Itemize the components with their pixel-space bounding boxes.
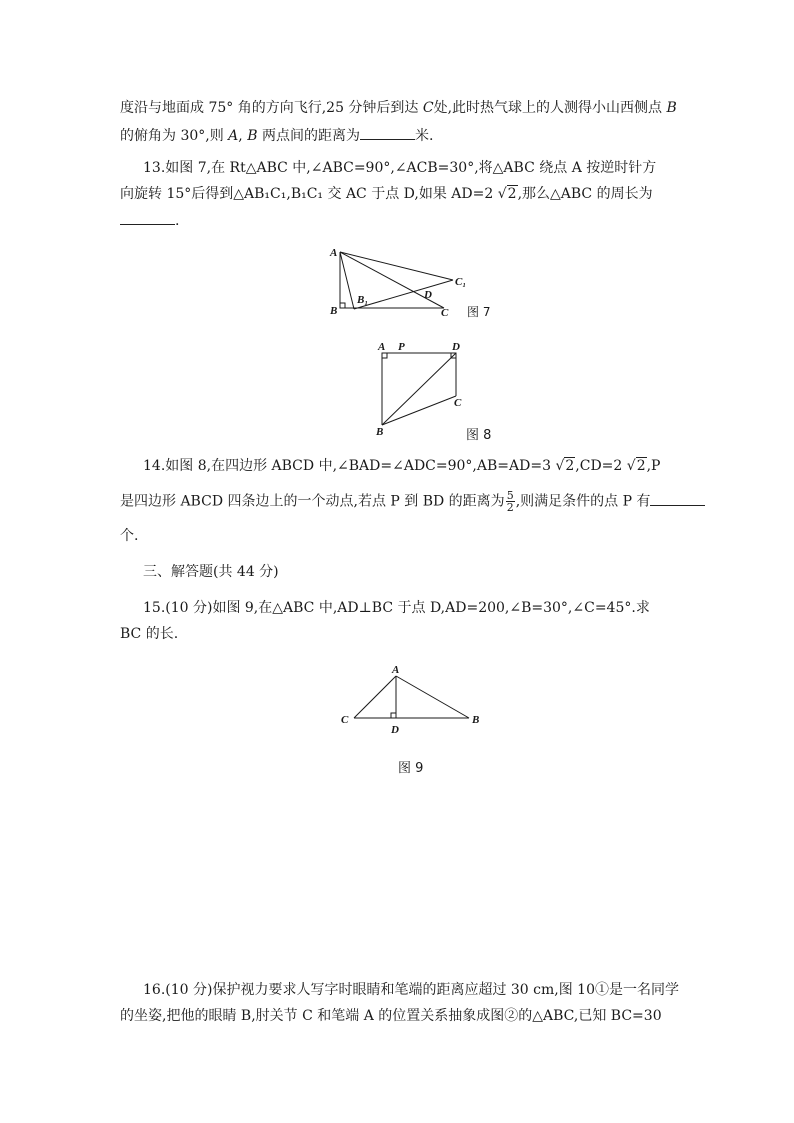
fig9-label-C: C [341, 714, 349, 726]
q14-line2: 是四边形 ABCD 四条边上的一个动点,若点 P 到 BD 的距离为 $\frac{5}{2}$ ,则满足条件的点 P 有 [120, 490, 705, 513]
fig9-label-B: B [472, 714, 480, 726]
fig9-caption: 图 9 [398, 761, 424, 776]
fig8-label-D: D [452, 341, 460, 353]
q13-line2: 向旋转 15°后得到△AB₁C₁,B₁C₁ 交 AC 于点 D,如果 AD=2 √2,那么△ABC 的周长为 [120, 186, 653, 202]
answer-blank [650, 491, 705, 506]
q15-line2: BC 的长. [120, 626, 179, 642]
figure-9 [335, 660, 495, 740]
fig8-label-A: A [378, 341, 386, 353]
q15-line1: 15.(10 分)如图 9,在△ABC 中,AD⊥BC 于点 D,AD=200,∠B=30°,∠C=45°.求 [143, 600, 650, 616]
q16-line1: 16.(10 分)保护视力要求人写字时眼睛和笔端的距离应超过 30 cm,图 10①是一名同学 [143, 982, 679, 998]
sqrt-symbol: √2 [497, 186, 517, 202]
fig7-label-C: C [441, 307, 449, 319]
q12-line2: 的俯角为 30°,则 A, B 两点间的距离为 米. [120, 125, 433, 146]
fig9-label-D: D [391, 724, 399, 736]
q13-line3: . [120, 210, 179, 231]
figure-7 [325, 242, 500, 322]
q16-line2: 的坐姿,把他的眼睛 B,肘关节 C 和笔端 A 的位置关系抽象成图②的△ABC,已知 BC=30 [120, 1008, 662, 1024]
sqrt-symbol: √2 [555, 458, 575, 474]
answer-blank [120, 210, 175, 225]
fig8-label-C: C [454, 397, 462, 409]
q14-line1: 14.如图 8,在四边形 ABCD 中,∠BAD=∠ADC=90°,AB=AD=3 √2,CD=2 √2,P [143, 458, 661, 474]
fig8-label-P: P [398, 341, 405, 353]
fig7-caption: 图 7 [467, 305, 491, 319]
answer-blank [360, 125, 415, 140]
q14-line3: 个. [120, 528, 139, 544]
fig8-caption: 图 8 [466, 428, 492, 443]
fig7-label-C1: C₁ [455, 276, 467, 288]
fig7-label-D: D [424, 289, 432, 301]
fraction: $\frac{5}{2}$ [506, 489, 514, 514]
fig9-label-A: A [392, 664, 400, 676]
fig7-label-B1: B₁ [357, 294, 369, 306]
fig7-label-B: B [330, 305, 338, 317]
section-heading: 三、解答题(共 44 分) [143, 564, 279, 580]
q12-line1: 度沿与地面成 75° 角的方向飞行,25 分钟后到达 C处,此时热气球上的人测得小山西侧点 B [120, 100, 677, 116]
sqrt-symbol: √2 [626, 458, 646, 474]
q13-line1: 13.如图 7,在 Rt△ABC 中,∠ABC=90°,∠ACB=30°,将△ABC 绕点 A 按逆时针方 [143, 160, 657, 176]
fig8-label-B: B [376, 426, 384, 438]
fig7-label-A: A [330, 247, 338, 259]
